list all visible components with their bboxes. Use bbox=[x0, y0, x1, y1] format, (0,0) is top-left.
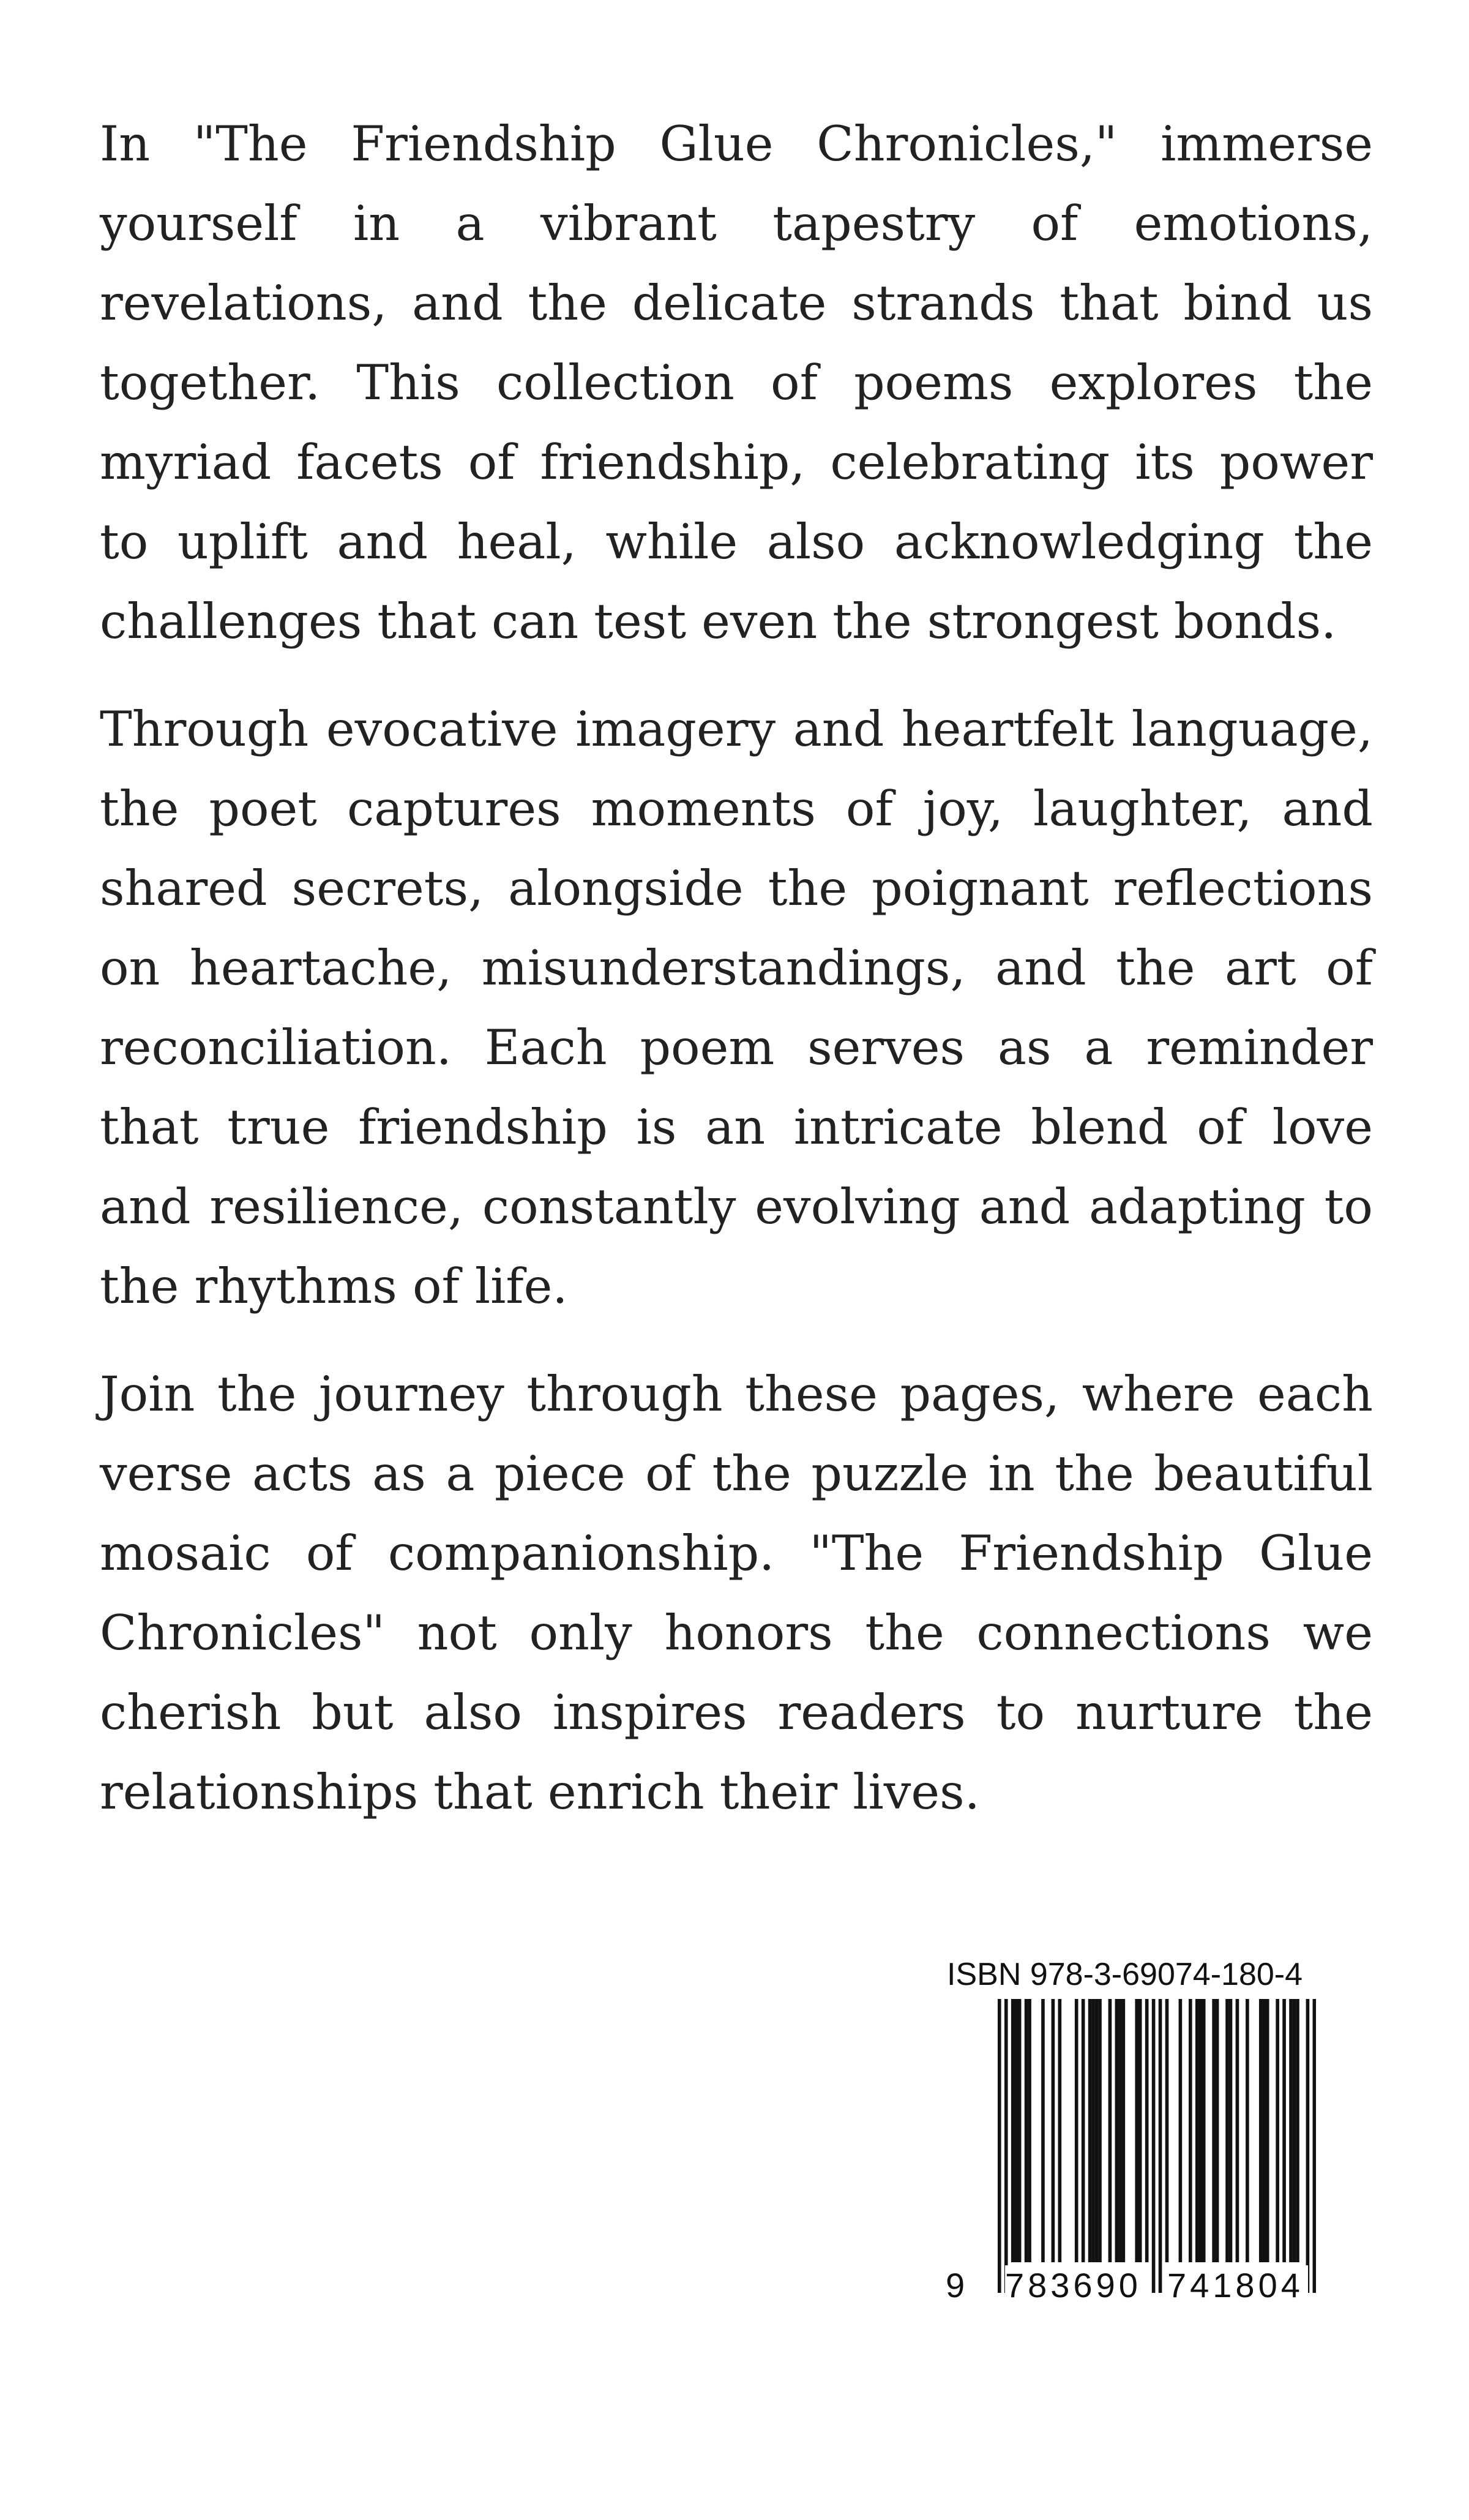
barcode-bar bbox=[1075, 1999, 1078, 2262]
barcode-bar bbox=[1159, 1999, 1162, 2293]
blurb-paragraph-1: In "The Friendship Glue Chronicles," immerse yourself in a vibrant tapestry of emotions, revelations, and the delicate strands that bind us together. This collection of poems explores the myriad facets of friendship, celebrating its power to uplift and heal, while also acknowledging the challenges that can test even the strongest bonds. bbox=[100, 116, 1373, 650]
barcode-bar bbox=[1236, 1999, 1239, 2262]
barcode-bar bbox=[1145, 1999, 1149, 2262]
barcode-bar bbox=[1004, 1999, 1008, 2293]
barcode-lead-digit: 9 bbox=[946, 2266, 965, 2304]
barcode-bar bbox=[1179, 1999, 1183, 2262]
blurb-paragraph-2: Through evocative imagery and heartfelt language, the poet captures moments of joy, laughter, and shared secrets, alongside the poignant reflections on heartache, misunderstandings, and the art of reconciliation. Each poem serves as a reminder that true friendship is an intricate blend of love and resilience, constantly evolving and adapting to the rhythms of life. bbox=[100, 701, 1373, 1314]
barcode-bar bbox=[1118, 1999, 1122, 2262]
barcode-bar bbox=[1195, 1999, 1199, 2262]
barcode-bar bbox=[1028, 1999, 1031, 2262]
barcode-bar bbox=[1259, 1999, 1263, 2262]
barcode-bar bbox=[1266, 1999, 1269, 2262]
barcode-bar bbox=[1202, 1999, 1206, 2262]
barcode-bar bbox=[1216, 1999, 1219, 2262]
barcode-bar bbox=[1229, 1999, 1233, 2262]
barcode-bar bbox=[1052, 1999, 1055, 2262]
barcode-bar bbox=[1198, 1999, 1202, 2262]
barcode-bar bbox=[1082, 1999, 1085, 2262]
isbn-label: ISBN 978-3-69074-180-4 bbox=[947, 1957, 1303, 1992]
barcode-bar bbox=[1212, 1999, 1216, 2262]
barcode-bar bbox=[1091, 1999, 1095, 2262]
barcode-bar bbox=[1058, 1999, 1062, 2262]
barcode-bar bbox=[1025, 1999, 1028, 2262]
barcode-bar bbox=[1108, 1999, 1112, 2262]
barcode-icon bbox=[998, 1999, 1316, 2293]
barcode-bar bbox=[1138, 1999, 1142, 2262]
barcode-bar bbox=[1018, 1999, 1022, 2262]
barcode-bar bbox=[1246, 1999, 1249, 2262]
blurb-text bbox=[100, 104, 1373, 1860]
barcode-bar bbox=[1122, 1999, 1126, 2262]
barcode-bar bbox=[1095, 1999, 1099, 2262]
blurb-paragraph-3: Join the journey through these pages, where each verse acts as a piece of the puzzle in the beautiful mosaic of companionship. "The Friendship Glue Chronicles" not only honors the connections we cherish but also inspires readers to nurture the relationships that enrich their lives. bbox=[100, 1366, 1373, 1820]
barcode-bar bbox=[1115, 1999, 1119, 2262]
barcode-bar bbox=[1293, 1999, 1296, 2262]
barcode-bar bbox=[1165, 1999, 1169, 2262]
barcode-bar bbox=[1296, 1999, 1299, 2262]
barcode-bar bbox=[1276, 1999, 1279, 2262]
barcode-bar bbox=[1088, 1999, 1092, 2262]
barcode-bar bbox=[998, 1999, 1001, 2293]
barcode-bar bbox=[1313, 1999, 1316, 2293]
barcode-bar bbox=[1289, 1999, 1293, 2262]
barcode-bar bbox=[1306, 1999, 1310, 2293]
barcode-bar bbox=[1152, 1999, 1156, 2293]
barcode-bar bbox=[1135, 1999, 1138, 2262]
barcode-bar bbox=[1225, 1999, 1229, 2262]
barcode-bar bbox=[1189, 1999, 1192, 2262]
barcode-bar bbox=[1282, 1999, 1286, 2262]
isbn-barcode-block bbox=[940, 1956, 1337, 2336]
barcode-right-digits: 741804 bbox=[1167, 2265, 1308, 2306]
barcode-bar bbox=[1098, 1999, 1102, 2262]
barcode-bar bbox=[1262, 1999, 1266, 2262]
barcode-bar bbox=[1014, 1999, 1018, 2262]
barcode-bar bbox=[1041, 1999, 1045, 2262]
barcode-left-digits: 783690 bbox=[1005, 2265, 1146, 2306]
barcode-bar bbox=[1011, 1999, 1015, 2262]
